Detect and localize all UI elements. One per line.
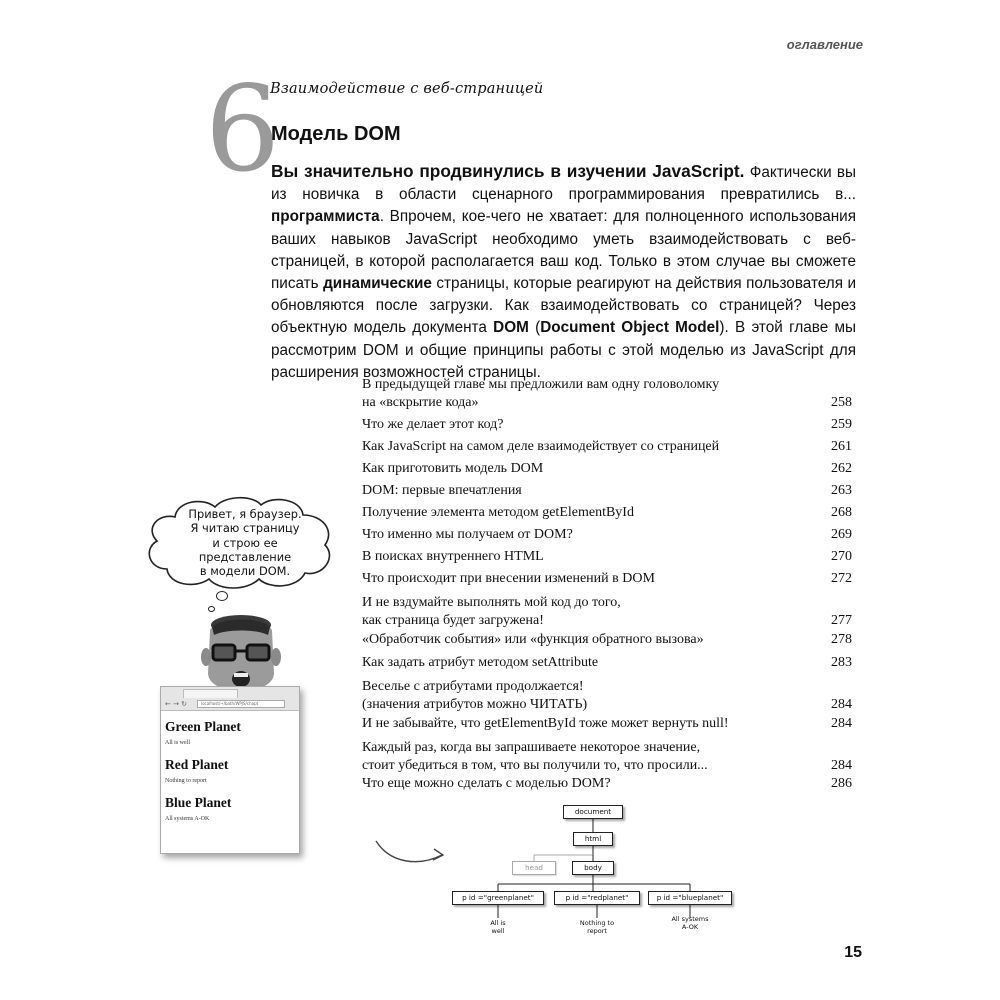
dom-node-body: body <box>572 861 614 875</box>
intro-bold: DOM <box>493 319 529 337</box>
toc-entry[interactable] <box>362 775 854 793</box>
toc-entry-title: DOM: первые впечатления <box>362 483 522 498</box>
intro-bold: Document Object Model <box>540 319 720 337</box>
toc-entry[interactable] <box>362 416 854 434</box>
browser-nav-icons[interactable]: ← → ↻ <box>165 700 188 708</box>
intro-text: страницы, которые реагируют на действия пользователя и обновляются после загрузки. Как взаимодействовать со страницей? Через объектную модель документа <box>271 275 856 337</box>
toc-entry-title: «Обработчик события» или «функция обратного вызова» <box>362 632 704 647</box>
toc-entry[interactable] <box>362 438 854 456</box>
running-head: оглавление <box>786 37 863 52</box>
toc-entry-page: 272 <box>831 571 852 586</box>
chapter-number: 6 <box>205 60 281 198</box>
planet-heading: Red Planet <box>165 757 229 772</box>
planet-status: Nothing to report <box>165 778 207 784</box>
dom-node-p-blueplanet: p id ="blueplanet" <box>648 891 732 905</box>
toc-entry[interactable] <box>362 460 854 478</box>
toc-entry-title: В поисках внутреннего HTML <box>362 549 544 564</box>
toc-entry-title: Как JavaScript на самом деле взаимодействует со страницей <box>362 439 720 454</box>
dom-node-p-redplanet: p id ="redplanet" <box>554 891 640 905</box>
dom-leaf-text: Nothing to report <box>579 919 615 935</box>
dom-leaf-text: All systems A-OK <box>671 915 709 931</box>
dom-node-document: document <box>563 805 623 819</box>
toc-entry[interactable] <box>362 504 854 522</box>
toc-entry-page: 286 <box>831 776 852 791</box>
toc-entry-page: 258 <box>831 395 852 410</box>
chapter-title: Модель DOM <box>271 123 401 145</box>
toc-entry[interactable] <box>362 376 854 412</box>
toc-entry-title: Как приготовить модель DOM <box>362 461 544 476</box>
toc-entry-page: 259 <box>831 417 852 432</box>
toc-entry[interactable] <box>362 739 854 775</box>
toc-entry[interactable] <box>362 594 854 630</box>
browser-tab[interactable] <box>183 689 238 698</box>
toc-entry[interactable] <box>362 654 854 672</box>
toc-entry-page: 261 <box>831 439 852 454</box>
planet-status: All systems A-OK <box>165 816 210 822</box>
dom-tree-diagram <box>360 800 760 945</box>
address-bar[interactable]: localhost/~/bath/WPJS/chapt <box>197 700 285 708</box>
toc-entry-title: Каждый раз, когда вы запрашиваете некоторое значение, стоит убедиться в том, что вы получили то, что просили... <box>362 740 708 773</box>
toc-entry[interactable] <box>362 548 854 566</box>
toc-entry-title: Как задать атрибут методом setAttribute <box>362 655 599 670</box>
toc-entry-page: 268 <box>831 505 852 520</box>
thought-cloud <box>145 495 337 590</box>
chapter-intro <box>271 160 856 384</box>
dom-node-html: html <box>573 832 613 846</box>
toc-entry-title: И не вздумайте выполнять мой код до того, как страница будет загружена! <box>362 595 621 628</box>
intro-text: . Впрочем, кое-чего не хватает: для полноценного использования ваших навыков JavaScript необходимо уметь взаимодействовать с веб-страницей, в которой располагается ваш код. Только в этом случае вы сможете писать <box>271 208 856 293</box>
toc-entry-page: 269 <box>831 527 852 542</box>
toc-entry-title: Получение элемента методом getElementById <box>362 505 634 520</box>
toc-entry-title: В предыдущей главе мы предложили вам одну головоломку на «вскрытие кода» <box>362 377 720 410</box>
planet-heading: Blue Planet <box>165 795 232 810</box>
toc-entry-title: Веселье с атрибутами продолжается! (значения атрибутов можно ЧИТАТЬ) <box>362 679 588 712</box>
browser-toolbar <box>161 687 299 711</box>
toc-entry-page: 284 <box>831 716 852 731</box>
page-number: 15 <box>844 944 862 961</box>
toc-entry[interactable] <box>362 678 854 714</box>
toc-entry-page: 278 <box>831 632 852 647</box>
cloud-text: Привет, я браузер. Я читаю страницу и строю ее представление в модели DOM. <box>188 507 302 579</box>
planet-heading: Green Planet <box>165 719 241 734</box>
toc-entry-title: Что именно мы получаем от DOM? <box>362 527 573 542</box>
toc-entry-page: 284 <box>831 758 852 773</box>
intro-text: Фактически вы из новичка в области сценарного программирования превратились в... <box>271 164 856 204</box>
intro-text: ). В этой главе мы рассмотрим DOM и общие принципы работы с этой моделью из JavaScript для расширения возможностей страницы. <box>271 319 856 381</box>
browser-content <box>165 719 297 833</box>
intro-text: ( <box>528 319 541 337</box>
intro-bold: динамические <box>323 275 432 293</box>
toc-entry[interactable] <box>362 526 854 544</box>
toc-entry-page: 262 <box>831 461 852 476</box>
browser-window <box>160 686 300 854</box>
toc-entry-title: Что еще можно сделать с моделью DOM? <box>362 776 611 791</box>
toc-entry-page: 270 <box>831 549 852 564</box>
toc-entry-page: 283 <box>831 655 852 670</box>
toc-entry-page: 284 <box>831 697 852 712</box>
intro-bold: программиста <box>271 208 380 226</box>
toc-entry-title: Что же делает этот код? <box>362 417 504 432</box>
dom-node-head: head <box>512 861 556 875</box>
toc-entry[interactable] <box>362 631 854 649</box>
toc-entry[interactable] <box>362 482 854 500</box>
chapter-subtitle: Взаимодействие с веб-страницей <box>270 81 544 97</box>
toc-entry-page: 263 <box>831 483 852 498</box>
toc-entry-title: И не забывайте, что getElementById тоже может вернуть null! <box>362 716 729 731</box>
toc-entry[interactable] <box>362 715 854 733</box>
dom-leaf-text: All is well <box>490 919 506 935</box>
toc-entry[interactable] <box>362 570 854 588</box>
toc-entry-title: Что происходит при внесении изменений в DOM <box>362 571 655 586</box>
intro-lead: Вы значительно продвинулись в изучении JavaScript. <box>271 161 745 181</box>
toc-entry-page: 277 <box>831 613 852 628</box>
thought-bubble-icon <box>208 606 215 612</box>
thought-bubble-icon <box>216 591 228 601</box>
dom-node-p-greenplanet: p id ="greenplanet" <box>452 891 544 905</box>
planet-status: All is well <box>165 740 190 746</box>
